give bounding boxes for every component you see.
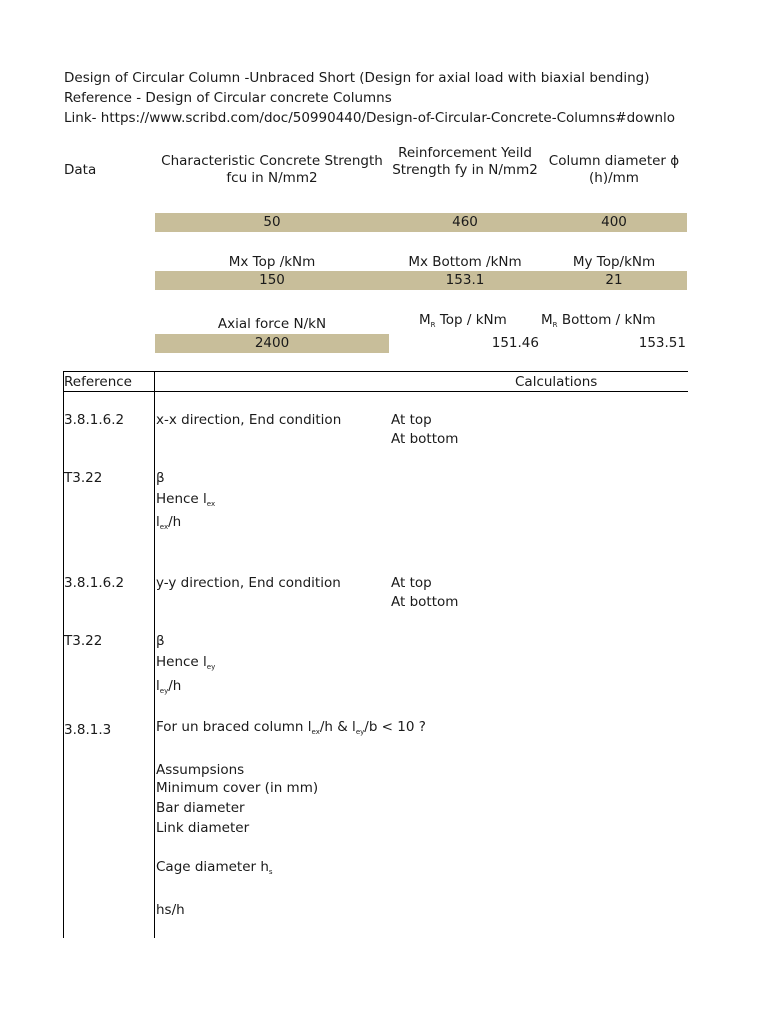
assumptions-label: Assumpsions — [156, 762, 245, 778]
beta-label: β — [156, 470, 165, 486]
fcu-value[interactable]: 50 — [263, 214, 281, 230]
hs-h-label: hs/h — [156, 902, 185, 918]
fy-value[interactable]: 460 — [452, 214, 478, 230]
axial-value[interactable]: 2400 — [254, 335, 290, 351]
row-reference: T3.22 — [64, 633, 103, 649]
reference-header: Reference — [64, 374, 132, 390]
document-title: Design of Circular Column -Unbraced Short (Design for axial load with biaxial bending) — [64, 70, 650, 86]
fcu-header: Characteristic Concrete Strength fcu in N/mm2 — [161, 153, 383, 186]
mx-bottom-label: Mx Bottom /kNm — [408, 254, 522, 270]
hence-ley-label: Hence $l_{ey}$ — [156, 654, 216, 671]
mr-top-label: $M_R$ Top / kNm — [419, 312, 507, 329]
table-top-border — [63, 371, 688, 372]
row-reference: 3.8.1.6.2 — [64, 575, 125, 591]
reference-line: Reference - Design of Circular concrete Columns — [64, 90, 392, 106]
slenderness-check-label: For un braced column $l_{ex}/h$ & $l_{ey}/b < 10$ ? — [156, 719, 426, 736]
row-reference: T3.22 — [64, 470, 103, 486]
row-reference: 3.8.1.3 — [64, 722, 112, 738]
at-bottom-label: At bottom — [391, 594, 459, 610]
mr-bottom-label: $M_R$ Bottom / kNm — [541, 312, 656, 329]
xx-end-condition-label: x-x direction, End condition — [156, 412, 342, 428]
hence-lex-label: Hence $l_{ex}$ — [156, 491, 216, 508]
my-top-label: My Top/kNm — [572, 254, 656, 270]
axial-label: Axial force N/kN — [217, 316, 327, 332]
mr-top-value: 151.46 — [491, 335, 539, 351]
link-diameter-label: Link diameter — [156, 820, 250, 836]
table-column-divider — [154, 371, 155, 938]
calculations-header: Calculations — [515, 374, 598, 390]
at-top-label: At top — [391, 412, 432, 428]
cage-diameter-label: Cage diameter $h_s$ — [156, 859, 273, 876]
minimum-cover-label: Minimum cover (in mm) — [156, 780, 319, 796]
lex-h-label: $l_{ex}/h$ — [156, 514, 182, 531]
at-bottom-label: At bottom — [391, 431, 459, 447]
link-line[interactable]: Link- https://www.scribd.com/doc/50990440/Design-of-Circular-Concrete-Columns#downlo — [64, 110, 676, 126]
mx-bottom-value[interactable]: 153.1 — [445, 272, 485, 288]
mx-top-label: Mx Top /kNm — [228, 254, 316, 270]
ley-h-label: $l_{ey}/h$ — [156, 678, 182, 695]
beta-label: β — [156, 633, 165, 649]
my-top-value[interactable]: 21 — [605, 272, 623, 288]
bar-diameter-label: Bar diameter — [156, 800, 245, 816]
row-reference: 3.8.1.6.2 — [64, 412, 125, 428]
mr-bottom-value: 153.51 — [638, 335, 686, 351]
fy-header: Reinforcement Yeild Strength fy in N/mm2 — [392, 145, 538, 178]
diameter-value[interactable]: 400 — [601, 214, 627, 230]
table-header-border — [63, 391, 688, 392]
data-label: Data — [64, 162, 97, 178]
mx-top-value[interactable]: 150 — [259, 272, 285, 288]
at-top-label: At top — [391, 575, 432, 591]
yy-end-condition-label: y-y direction, End condition — [156, 575, 341, 591]
diameter-header: Column diameter ϕ (h)/mm — [548, 153, 680, 186]
